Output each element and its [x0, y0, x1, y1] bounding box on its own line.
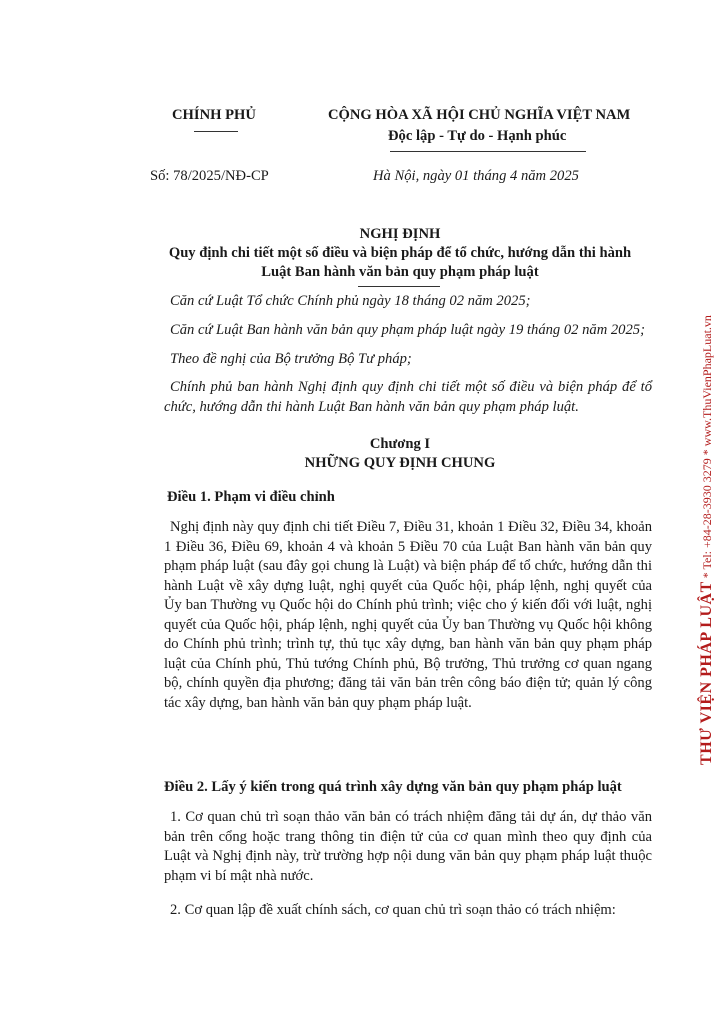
chapter-number: Chương I	[369, 436, 431, 452]
preamble-enactment: Chính phủ ban hành Nghị định quy định chi tiết một số điều và biện pháp để tổ chức, hướng dẫn thi hành Luật Ban hành văn bản quy phạm pháp luật.	[164, 379, 652, 415]
chapter-name: NHỮNG QUY ĐỊNH CHUNG	[304, 455, 496, 471]
agency-underline	[194, 131, 238, 132]
national-motto: Độc lập - Tự do - Hạnh phúc	[388, 128, 567, 144]
article-1-body: Nghị định này quy định chi tiết Điều 7, Điều 31, khoản 1 Điều 32, Điều 34, khoản 1 Điều 36, Điều 69, khoản 4 và khoản 5 Điều 70 của Luật Ban hành văn bản quy phạm pháp luật (sau đây gọi chung là Luật) và biện pháp để tổ chức, hướng dẫn thi hành Luật về xây dựng luật, nghị quyết của Quốc hội, pháp lệnh, nghị quyết của Ủy ban Thường vụ Quốc hội do Chính phủ trình; việc cho ý kiến đối với luật, nghị quyết của Quốc hội, pháp lệnh, nghị quyết của Ủy ban Thường vụ Quốc hội không do Chính phủ trình; trình tự, thủ tục xây dựng, ban hành văn bản quy phạm pháp luật của Chính phủ, Thủ tướng Chính phủ, Bộ trưởng, Thủ trưởng cơ quan ngang bộ, chính quyền địa phương; đăng tải văn bản trên công báo điện tử; quản lý công tác xây dựng, ban hành văn bản quy phạm pháp luật.	[164, 519, 652, 711]
watermark	[694, 210, 718, 870]
watermark-contact: * Tel: +84-28-3930 3279 * www.ThuVienPhapLuat.vn	[700, 315, 714, 579]
article-2-clause-1: 1. Cơ quan chủ trì soạn thảo văn bản có trách nhiệm đăng tải dự án, dự thảo văn bản trên cổng hoặc trang thông tin điện tử của cơ quan mình theo quy định của Luật và Nghị định này, trừ trường hợp nội dung văn bản quy phạm pháp luật thuộc phạm vi bí mật nhà nước.	[164, 809, 652, 884]
article-2-heading: Điều 2. Lấy ý kiến trong quá trình xây dựng văn bản quy phạm pháp luật	[164, 779, 622, 795]
watermark-brand: THƯ VIỆN PHÁP LUẬT	[698, 581, 715, 765]
title-underline	[358, 286, 440, 287]
preamble-line: Căn cứ Luật Tổ chức Chính phủ ngày 18 tháng 02 năm 2025;	[170, 293, 531, 309]
article-2-clause-2: 2. Cơ quan lập đề xuất chính sách, cơ quan chủ trì soạn thảo có trách nhiệm:	[170, 902, 616, 918]
place-and-date: Hà Nội, ngày 01 tháng 4 năm 2025	[373, 168, 579, 184]
preamble-line: Căn cứ Luật Ban hành văn bản quy phạm pháp luật ngày 19 tháng 02 năm 2025;	[170, 322, 645, 338]
preamble-line: Theo đề nghị của Bộ trưởng Bộ Tư pháp;	[170, 351, 412, 367]
document-title-line-2: Luật Ban hành văn bản quy phạm pháp luật	[261, 264, 539, 280]
document-number: Số: 78/2025/NĐ-CP	[150, 168, 269, 184]
issuing-agency: CHÍNH PHỦ	[172, 107, 256, 123]
document-type: NGHỊ ĐỊNH	[359, 226, 441, 242]
motto-underline	[390, 151, 586, 152]
document-title-line-1: Quy định chi tiết một số điều và biện pháp để tổ chức, hướng dẫn thi hành	[168, 245, 632, 261]
article-1-heading: Điều 1. Phạm vi điều chỉnh	[167, 489, 335, 505]
country-name: CỘNG HÒA XÃ HỘI CHỦ NGHĨA VIỆT NAM	[328, 107, 631, 123]
